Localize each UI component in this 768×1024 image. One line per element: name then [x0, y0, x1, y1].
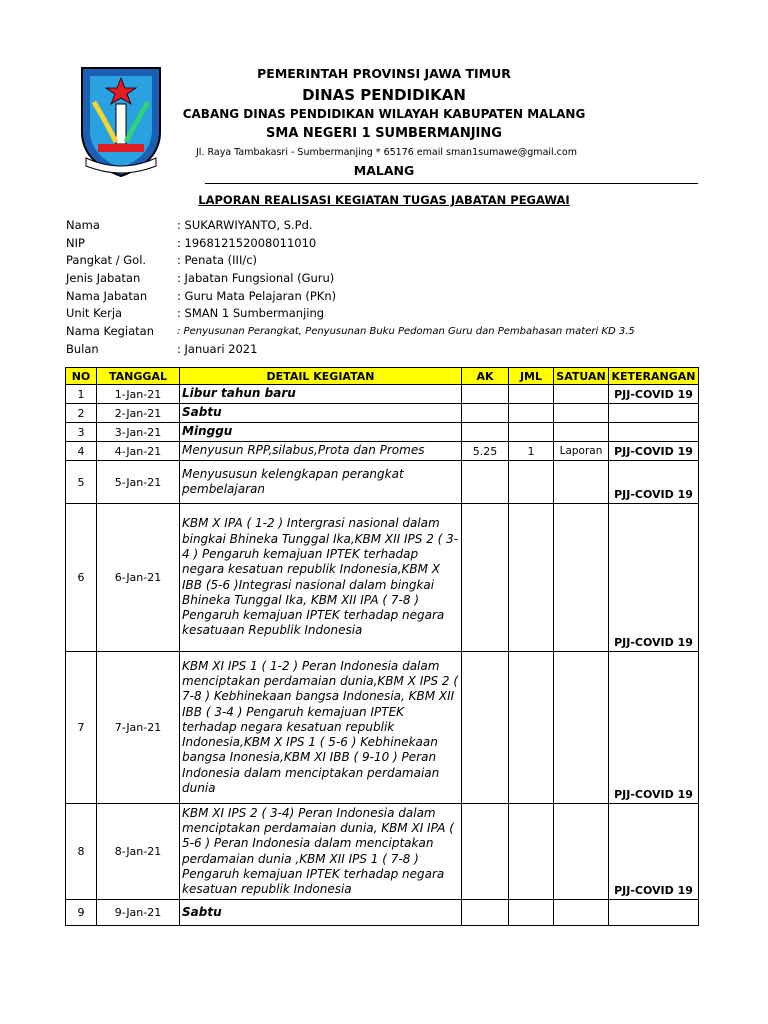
cell-detail: KBM X IPA ( 1-2 ) Intergrasi nasional dalam bingkai Bhineka Tunggal Ika,KBM XII IPS 2 ( 3-4 ) Pengaruh kemajuan IPTEK terhadap negara kesatuan republik Indonesia,KBM X IBB (5-6 )Integrasi nasional dalam bingkai Bhineka Tunggal Ika, KBM XII IPA ( 7-8 ) Pengaruh kemajuan IPTEK terhadap negara kesatuaan Republik Indonesia: [180, 504, 462, 652]
table-row: [66, 652, 699, 804]
cell-keterangan: [609, 900, 699, 926]
info-value: : SUKARWIYANTO, S.Pd.: [177, 218, 313, 232]
info-label: Bulan: [66, 341, 99, 356]
cell-ak: [462, 423, 509, 442]
info-value: : SMAN 1 Sumbermanjing: [177, 306, 325, 321]
col-header: JML: [509, 368, 554, 385]
cell-no: 5: [66, 461, 97, 504]
table-row: [66, 404, 699, 423]
cell-satuan: [554, 404, 609, 423]
table-header-row: [66, 368, 699, 385]
cell-no: 1: [66, 385, 97, 404]
cell-no: 4: [66, 442, 97, 461]
table-row: [66, 385, 699, 404]
cell-date: 2-Jan-21: [97, 404, 180, 423]
col-header: SATUAN: [554, 368, 609, 385]
cell-jml: [509, 385, 554, 404]
cell-date: 9-Jan-21: [97, 900, 180, 926]
cell-detail: Sabtu: [180, 900, 462, 926]
info-label: Nama Jabatan: [66, 288, 148, 303]
cell-satuan: [554, 423, 609, 442]
cell-jml: [509, 652, 554, 804]
cell-ak: [462, 900, 509, 926]
cell-ak: [462, 652, 509, 804]
table-row: [66, 804, 699, 900]
cell-satuan: [554, 804, 609, 900]
header-address: Jl. Raya Tambakasri - Sumbermanjing * 65176 email sman1sumawe@gmail.com: [196, 147, 577, 158]
header-agency: DINAS PENDIDIKAN: [302, 86, 466, 104]
cell-no: 3: [66, 423, 97, 442]
cell-detail: Minggu: [180, 423, 462, 442]
cell-detail: Sabtu: [180, 404, 462, 423]
cell-satuan: [554, 461, 609, 504]
cell-satuan: [554, 504, 609, 652]
table-row: [66, 461, 699, 504]
cell-jml: [509, 900, 554, 926]
cell-satuan: Laporan: [554, 442, 609, 461]
cell-detail: Menyusun RPP,silabus,Prota dan Promes: [180, 442, 462, 461]
cell-ak: [462, 385, 509, 404]
cell-date: 8-Jan-21: [97, 804, 180, 900]
cell-jml: 1: [509, 442, 554, 461]
cell-keterangan: PJJ-COVID 19: [609, 442, 699, 461]
cell-ak: [462, 804, 509, 900]
table-row: [66, 442, 699, 461]
info-label: NIP: [66, 235, 85, 250]
cell-jml: [509, 423, 554, 442]
info-value: : Penata (III/c): [177, 253, 258, 268]
header-branch: CABANG DINAS PENDIDIKAN WILAYAH KABUPATEN MALANG: [182, 107, 586, 121]
header-city: MALANG: [353, 163, 415, 178]
header-divider: [205, 183, 698, 184]
cell-keterangan: PJJ-COVID 19: [609, 804, 699, 900]
info-value: : Januari 2021: [177, 341, 258, 356]
cell-date: 4-Jan-21: [97, 442, 180, 461]
info-label: Nama: [66, 218, 100, 232]
cell-detail: Menyususun kelengkapan perangkat pembelajaran: [180, 461, 462, 504]
col-header: KETERANGAN: [609, 368, 699, 385]
cell-satuan: [554, 652, 609, 804]
info-value: : Jabatan Fungsional (Guru): [177, 271, 335, 286]
info-value: : 196812152008011010: [177, 235, 317, 250]
info-value: : Penyusunan Perangkat, Penyusunan Buku Pedoman Guru dan Pembahasan materi KD 3.5: [177, 326, 635, 338]
header-government: PEMERINTAH PROVINSI JAWA TIMUR: [257, 66, 511, 81]
cell-ak: [462, 404, 509, 423]
info-label: Jenis Jabatan: [66, 271, 141, 286]
table-row: [66, 504, 699, 652]
cell-keterangan: PJJ-COVID 19: [609, 385, 699, 404]
cell-keterangan: PJJ-COVID 19: [609, 652, 699, 804]
col-header: TANGGAL: [97, 368, 180, 385]
cell-keterangan: PJJ-COVID 19: [609, 504, 699, 652]
cell-no: 7: [66, 652, 97, 804]
cell-no: 9: [66, 900, 97, 926]
report-title: LAPORAN REALISASI KEGIATAN TUGAS JABATAN PEGAWAI: [198, 193, 570, 207]
col-header: AK: [462, 368, 509, 385]
cell-satuan: [554, 900, 609, 926]
info-label: Pangkat / Gol.: [66, 253, 147, 268]
info-label: Unit Kerja: [66, 306, 123, 321]
cell-date: 1-Jan-21: [97, 385, 180, 404]
cell-no: 2: [66, 404, 97, 423]
cell-date: 3-Jan-21: [97, 423, 180, 442]
table-row: [66, 423, 699, 442]
cell-detail: KBM XI IPS 1 ( 1-2 ) Peran Indonesia dalam menciptakan perdamaian dunia,KBM X IPS 2 ( 7-8 ) Kebhinekaan bangsa Indonesia, KBM XII IBB ( 3-4 ) Pengaruh kemajuan IPTEK terhadap negara kesatuan republik Indonesia,KBM X IPS 1 ( 5-6 ) Kebhinekaan bangsa Inonesia,KBM XI IBB ( 9-10 ) Peran Indonesia dalam menciptakan perdamaian dunia: [180, 652, 462, 804]
cell-jml: [509, 804, 554, 900]
col-header: NO: [66, 368, 97, 385]
cell-keterangan: [609, 404, 699, 423]
cell-date: 7-Jan-21: [97, 652, 180, 804]
info-label: Nama Kegiatan: [66, 324, 154, 339]
cell-date: 5-Jan-21: [97, 461, 180, 504]
header-school: SMA NEGERI 1 SUMBERMANJING: [266, 126, 502, 141]
cell-jml: [509, 504, 554, 652]
table-row: [66, 900, 699, 926]
cell-detail: Libur tahun baru: [180, 385, 462, 404]
cell-satuan: [554, 385, 609, 404]
cell-ak: [462, 461, 509, 504]
cell-jml: [509, 461, 554, 504]
activity-table: [65, 367, 699, 926]
col-header: DETAIL KEGIATAN: [180, 368, 462, 385]
cell-date: 6-Jan-21: [97, 504, 180, 652]
cell-jml: [509, 404, 554, 423]
cell-no: 8: [66, 804, 97, 900]
cell-no: 6: [66, 504, 97, 652]
cell-detail: KBM XI IPS 2 ( 3-4) Peran Indonesia dalam menciptakan perdamaian dunia, KBM XI IPA ( 5-6 ) Peran Indonesia dalam menciptakan perdamaian dunia ,KBM XII IPS 1 ( 7-8 ) Pengaruh kemajuan IPTEK terhadap negara kesatuan republik Indonesia: [180, 804, 462, 900]
cell-ak: [462, 504, 509, 652]
cell-keterangan: [609, 423, 699, 442]
cell-keterangan: PJJ-COVID 19: [609, 461, 699, 504]
info-value: : Guru Mata Pelajaran (PKn): [177, 288, 337, 303]
cell-ak: 5.25: [462, 442, 509, 461]
